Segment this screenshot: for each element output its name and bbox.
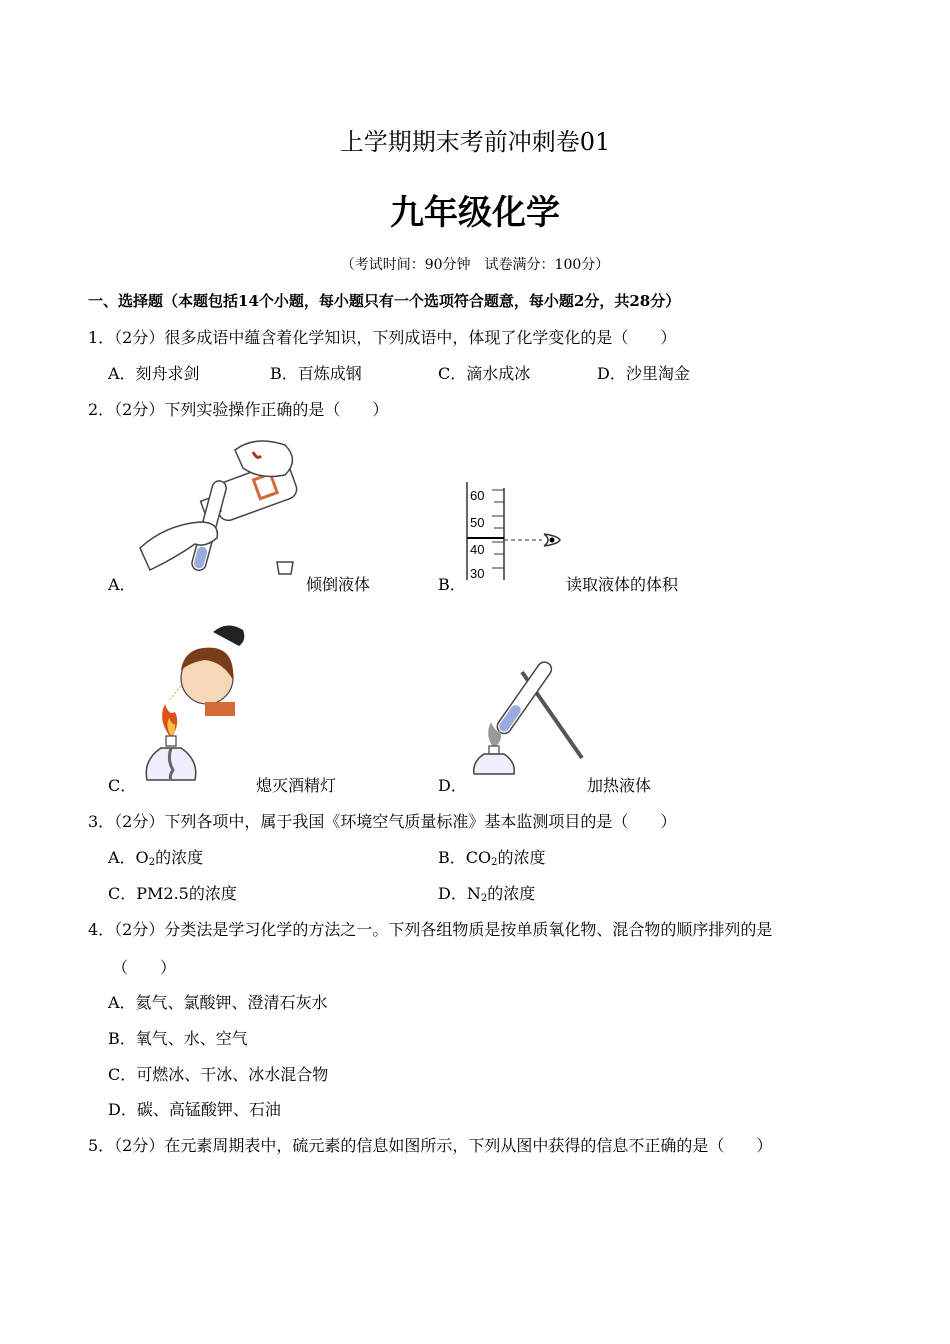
alcohol-lamp-blowing-figure [135, 620, 260, 785]
q3-option-a: A．$O_2$的浓度 [108, 848, 204, 868]
pouring-liquid-figure [135, 430, 305, 585]
q3-option-d: D．$N_2$的浓度 [438, 884, 536, 904]
q4-option-d: D．碳、高锰酸钾、石油 [108, 1100, 281, 1119]
q2-option-b-caption: 读取液体的体积 [566, 575, 679, 594]
exam-info: （考试时间：90分钟 试卷满分：100分） [340, 257, 610, 273]
q4-option-c: C．可燃冰、干冰、冰水混合物 [108, 1065, 329, 1084]
q3-option-b: B．$CO_2$的浓度 [438, 848, 546, 868]
cylinder-tick-label: 60 [470, 488, 485, 503]
q2-option-b-letter: B． [438, 575, 466, 594]
q2-option-d-letter: D． [438, 776, 467, 795]
q1-option-d: D．沙里淘金 [597, 364, 690, 383]
q3-option-c: C．PM2.5的浓度 [108, 884, 237, 903]
q4-answer-paren: （ ） [112, 958, 177, 977]
q1-option-c: C．滴水成冰 [438, 364, 531, 383]
q4-option-a: A．氦气、氯酸钾、澄清石灰水 [108, 993, 328, 1012]
cylinder-tick-label: 40 [470, 542, 485, 557]
hair-bun [213, 625, 244, 646]
question-2-stem: 2．（2分）下列实验操作正确的是（ ） [88, 400, 389, 419]
q2-option-c-letter: C． [108, 776, 137, 795]
alcohol-lamp [474, 754, 515, 774]
question-3-stem: 3．（2分）下列各项中，属于我国《环境空气质量标准》基本监测项目的是（ ） [88, 812, 677, 831]
heating-liquid-figure [464, 650, 589, 775]
cylinder-tick-label: 30 [470, 566, 485, 581]
question-5-stem: 5．（2分）在元素周期表中，硫元素的信息如图所示，下列从图中获得的信息不正确的是（ ） [88, 1136, 773, 1155]
q2-option-c-caption: 熄灭酒精灯 [256, 776, 337, 795]
question-4-stem: 4．（2分）分类法是学习化学的方法之一。下列各组物质是按单质氧化物、混合物的顺序排列的是 [88, 920, 773, 939]
graduated-cylinder-figure [462, 482, 572, 582]
q1-option-a: A．刻舟求剑 [108, 364, 200, 383]
stopper [277, 562, 293, 574]
test-tube [495, 659, 555, 736]
q4-option-b: B．氧气、水、空气 [108, 1029, 248, 1048]
q2-option-a-letter: A． [108, 575, 136, 594]
paper-subject: 九年级化学 [390, 193, 560, 233]
q2-option-d-caption: 加热液体 [587, 776, 652, 795]
cylinder-tick-label: 50 [470, 515, 485, 530]
q2-option-a-caption: 倾倒液体 [306, 575, 371, 594]
question-1-stem: 1．（2分）很多成语中蕴含着化学知识，下列成语中，体现了化学变化的是（ ） [88, 328, 677, 347]
section-heading: 一、选择题（本题包括14个小题，每小题只有一个选项符合题意，每小题2分，共28分） [88, 292, 681, 310]
paper-title: 上学期期末考前冲刺卷01 [339, 128, 611, 156]
q1-option-b: B．百炼成钢 [270, 364, 362, 383]
